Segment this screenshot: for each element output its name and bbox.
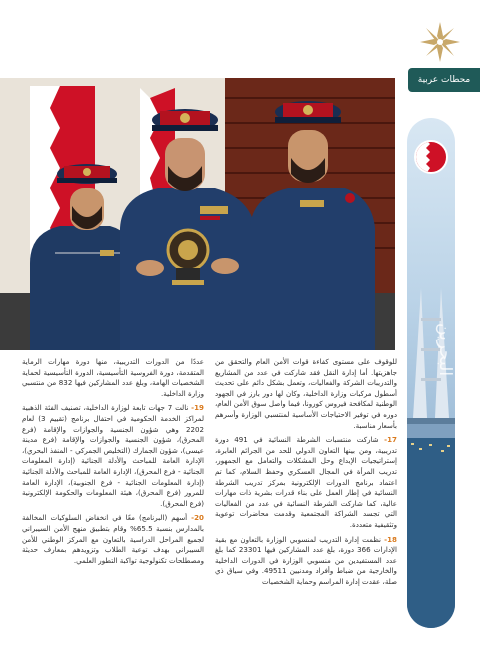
country-banner [407,118,455,628]
paragraph-text: نالت 7 جهات تابعة لوزارة الداخلية، تصنيف الفئة الذهبية لمراكز الخدمة الحكومية في احتفال برنامج (تقييم 3) لعام 2202 وهي شؤون الجنسية والجوازات والإقامة (فرع المحرق)، شؤون الجنسية والجوازات والإقامة (فرع مدينة عيسى)، شؤون الجمارك (التخليص الجمركي - المنفذ البحري)، الإدارة العامة للمباحث والأدلة الجنائية (إدارة المعلومات الجنائية - فرع المحرق)، الإدارة العامة للمباحث والأدلة الجنائية (إدارة المعلومات الجنائية - فرع الجنوبية)، الإدارة العامة للمرور (فرع المحرق)، هيئة المعلومات والحكومة الإلكترونية (فرع المحرق). [22,403,204,508]
country-label: البحرين [435,323,455,377]
paragraph-text: نظمت إدارة التدريب لمنسوبي الوزارة بالتعاون مع بقية الإدارات 366 دورة، بلغ عدد المشاركين فيها 23301 كما بلغ عدد المستفيدين من منسوبي الوزارة في الدورات الداخلية والخارجية من ضباط وأفراد ومدنيين 49511. وفي سياق ذي صلة، عقدت إدارة المراسم وحماية الشخصيات [215,534,397,586]
paragraph-text: أسهم (البرنامج) معًا في انخفاض السلوكيات المخالفة بالمدارس بنسبة 65.5% وقام بتطبيق منهج الأمن السيبراني لجميع المراحل الدراسية بالتعاون مع المركز الوطني للأمن السيبراني بهدف توعية الطلاب وتزويدهم بمعارف حديثة ومصطلحات تكنولوجية تواكبة التطور العلمي. [22,513,204,565]
section-label-tab [408,68,480,92]
item-number: 19- [191,403,204,413]
item-number: 17- [384,435,397,445]
award-ceremony-photo [0,78,395,350]
paragraph [22,403,204,509]
star-emblem-icon [418,20,462,64]
paragraph [215,535,397,588]
paragraph [215,435,397,530]
article-column-left [22,357,204,570]
bahrain-flag-icon [414,140,448,174]
paragraph [22,357,204,399]
paragraph-text: عددًا من الدورات التدريبية، منها دورة مهارات الرماية المتقدمة، دورة الفروسية التأسيسية، الدورة التأسيسية لحماية الشخصيات الهامة، وبلغ عدد المشاركين فيها 832 من منتسبي وزارة الداخلية. [22,357,204,398]
paragraph [215,357,397,431]
paragraph-text: للوقوف على مستوى كفاءة قوات الأمن العام والتحقق من جاهزيتها. أما إدارة النقل فقد شاركت في عدد من المشاريع والتدريبات الشركة والفعاليات، وتعمل بشكل دائم على تحديث أسطول مركبات وزارة الداخلية، وكان لها دور بارز في الجهود الوطنية لمكافحة فيروس كورونا، فيما واصل سوق الأمن العام، دوره في توفير الاحتياجات الأساسية لمنتسبي الوزارة وأسرهم بأسعار مناسبة. [215,357,397,430]
paragraph [22,513,204,566]
paragraph-text: شاركت منتسبات الشرطة النسائية في 491 دورة تدريبية، ومن بينها التعاون الدولي للحد من الجرائم العابرة، إستراتيجيات الإبداع وحل المشكلات والتعامل مع الجمهور، تدريب المرأة في المجال العسكري وحفظ السلام، كما تم اعتماد برنامج الدورات الإلكترونية بمركز تدريب الشرطة النسائية في إطار العمل على بناء قدرات بشرية ذات مهارات عالية، كما شاركت الشرطة النسائية في عدد من الفعاليات التي تجسد الشراكة المجتمعية وقدمت محاضرات توعوية وتثقيفية متعددة. [215,435,397,529]
item-number: 20- [191,513,204,523]
item-number: 18- [384,534,397,544]
article-column-right [215,357,397,591]
section-label: محطات عربية [417,75,471,85]
